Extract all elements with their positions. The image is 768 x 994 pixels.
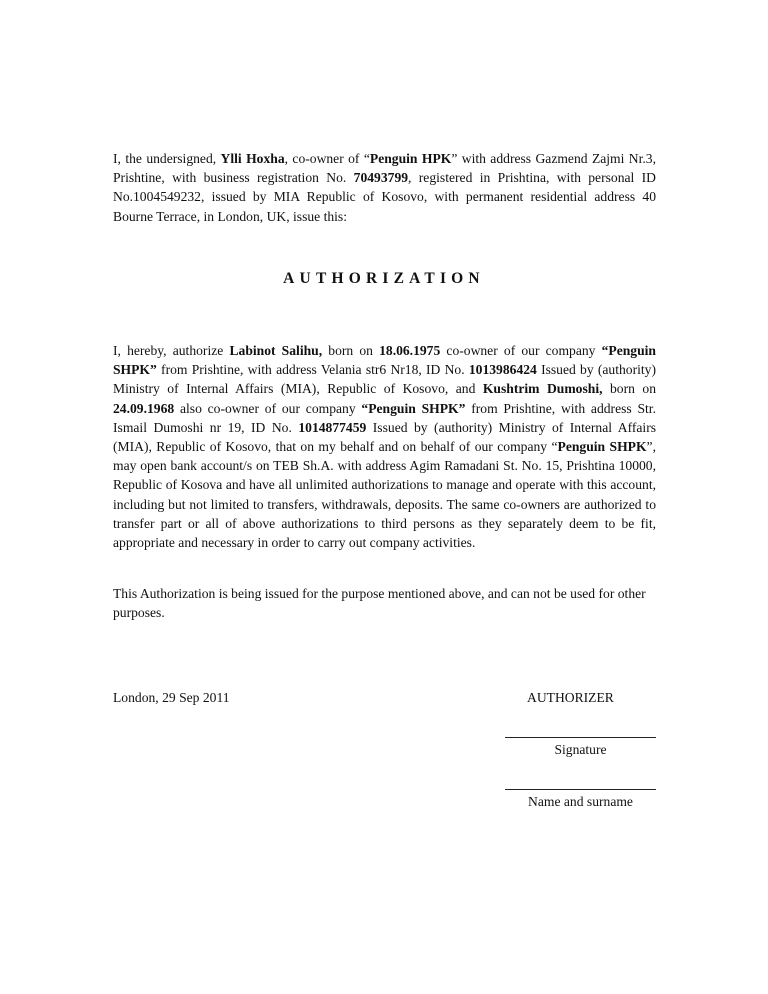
body-text: also co-owner of our company (174, 400, 362, 416)
intro-paragraph (113, 149, 656, 226)
purpose-paragraph: This Authorization is being issued for the purpose mentioned above, and can not be used for other purposes. (113, 586, 646, 621)
body-text: Issued by (authority) Ministry of Internal Affairs (MIA), Republic of Kosovo, and (113, 362, 656, 397)
id-number-1: 1013986424 (468, 362, 537, 378)
company-name: Penguin SHPK (557, 439, 647, 455)
signature-caption: Signature (554, 742, 607, 757)
body-text: co-owner of our company (440, 343, 602, 358)
signer-name: Ylli Hoxha (220, 151, 285, 166)
name-line (505, 789, 656, 790)
body-text: from Prishtine, with address Velania str6 Nr18, ID No. (156, 362, 469, 378)
authorization-paragraph (113, 341, 656, 552)
authorizer-label: AUTHORIZER (527, 690, 614, 705)
intro-text: I, the undersigned, (113, 151, 221, 166)
body-text: I, hereby, authorize (113, 343, 230, 358)
body-text: from Prishtine, with address Str. Ismail Dumoshi nr 19, ID No. (113, 400, 656, 435)
company-name: Penguin HPK (369, 151, 452, 166)
body-text: born on (602, 381, 656, 397)
birth-date-2: 24.09.1968 (113, 400, 175, 416)
company-name: “Penguin SHPK” (361, 400, 466, 416)
intro-text: ” with address Gazmend Zajmi Nr.3, Prishtine, with business registration No. (113, 151, 656, 186)
authorized-person-2: Kushtrim Dumoshi, (482, 381, 603, 397)
authorized-person-1: Labinot Salihu, (229, 343, 323, 358)
body-text: born on (322, 343, 380, 358)
document-title: AUTHORIZATION (283, 270, 485, 287)
id-number-2: 1014877459 (298, 419, 367, 435)
registration-number: 70493799 (353, 170, 409, 186)
signature-line (505, 737, 656, 738)
intro-text: , co-owner of “ (284, 151, 370, 166)
name-caption: Name and surname (528, 794, 633, 809)
intro-text: , registered in Prishtina, with personal ID No.1004549232, issued by MIA Republic of Kosovo, with permanent residential address 40 Bourne Terrace, in London, UK, issue this: (113, 170, 656, 224)
body-text: ”, may open bank account/s on TEB Sh.A. with address Agim Ramadani St. No. 15, Prishtina 10000, Republic of Kosova and have all unlimited authorizations to manage and operate with this account, including but not limited to transfers, withdrawals, deposits. The same co-owners are authorized to transfer part or all of above authorizations to third persons as they separately deem to be fit, appropriate and necessary in order to carry out company activities. (113, 439, 656, 551)
birth-date-1: 18.06.1975 (379, 343, 441, 358)
company-name: “Penguin SHPK” (113, 343, 656, 378)
body-text: Issued by (authority) Ministry of Internal Affairs (MIA), Republic of Kosovo, that on my behalf and on behalf of our company “ (113, 419, 657, 455)
place-and-date: London, 29 Sep 2011 (113, 690, 230, 705)
